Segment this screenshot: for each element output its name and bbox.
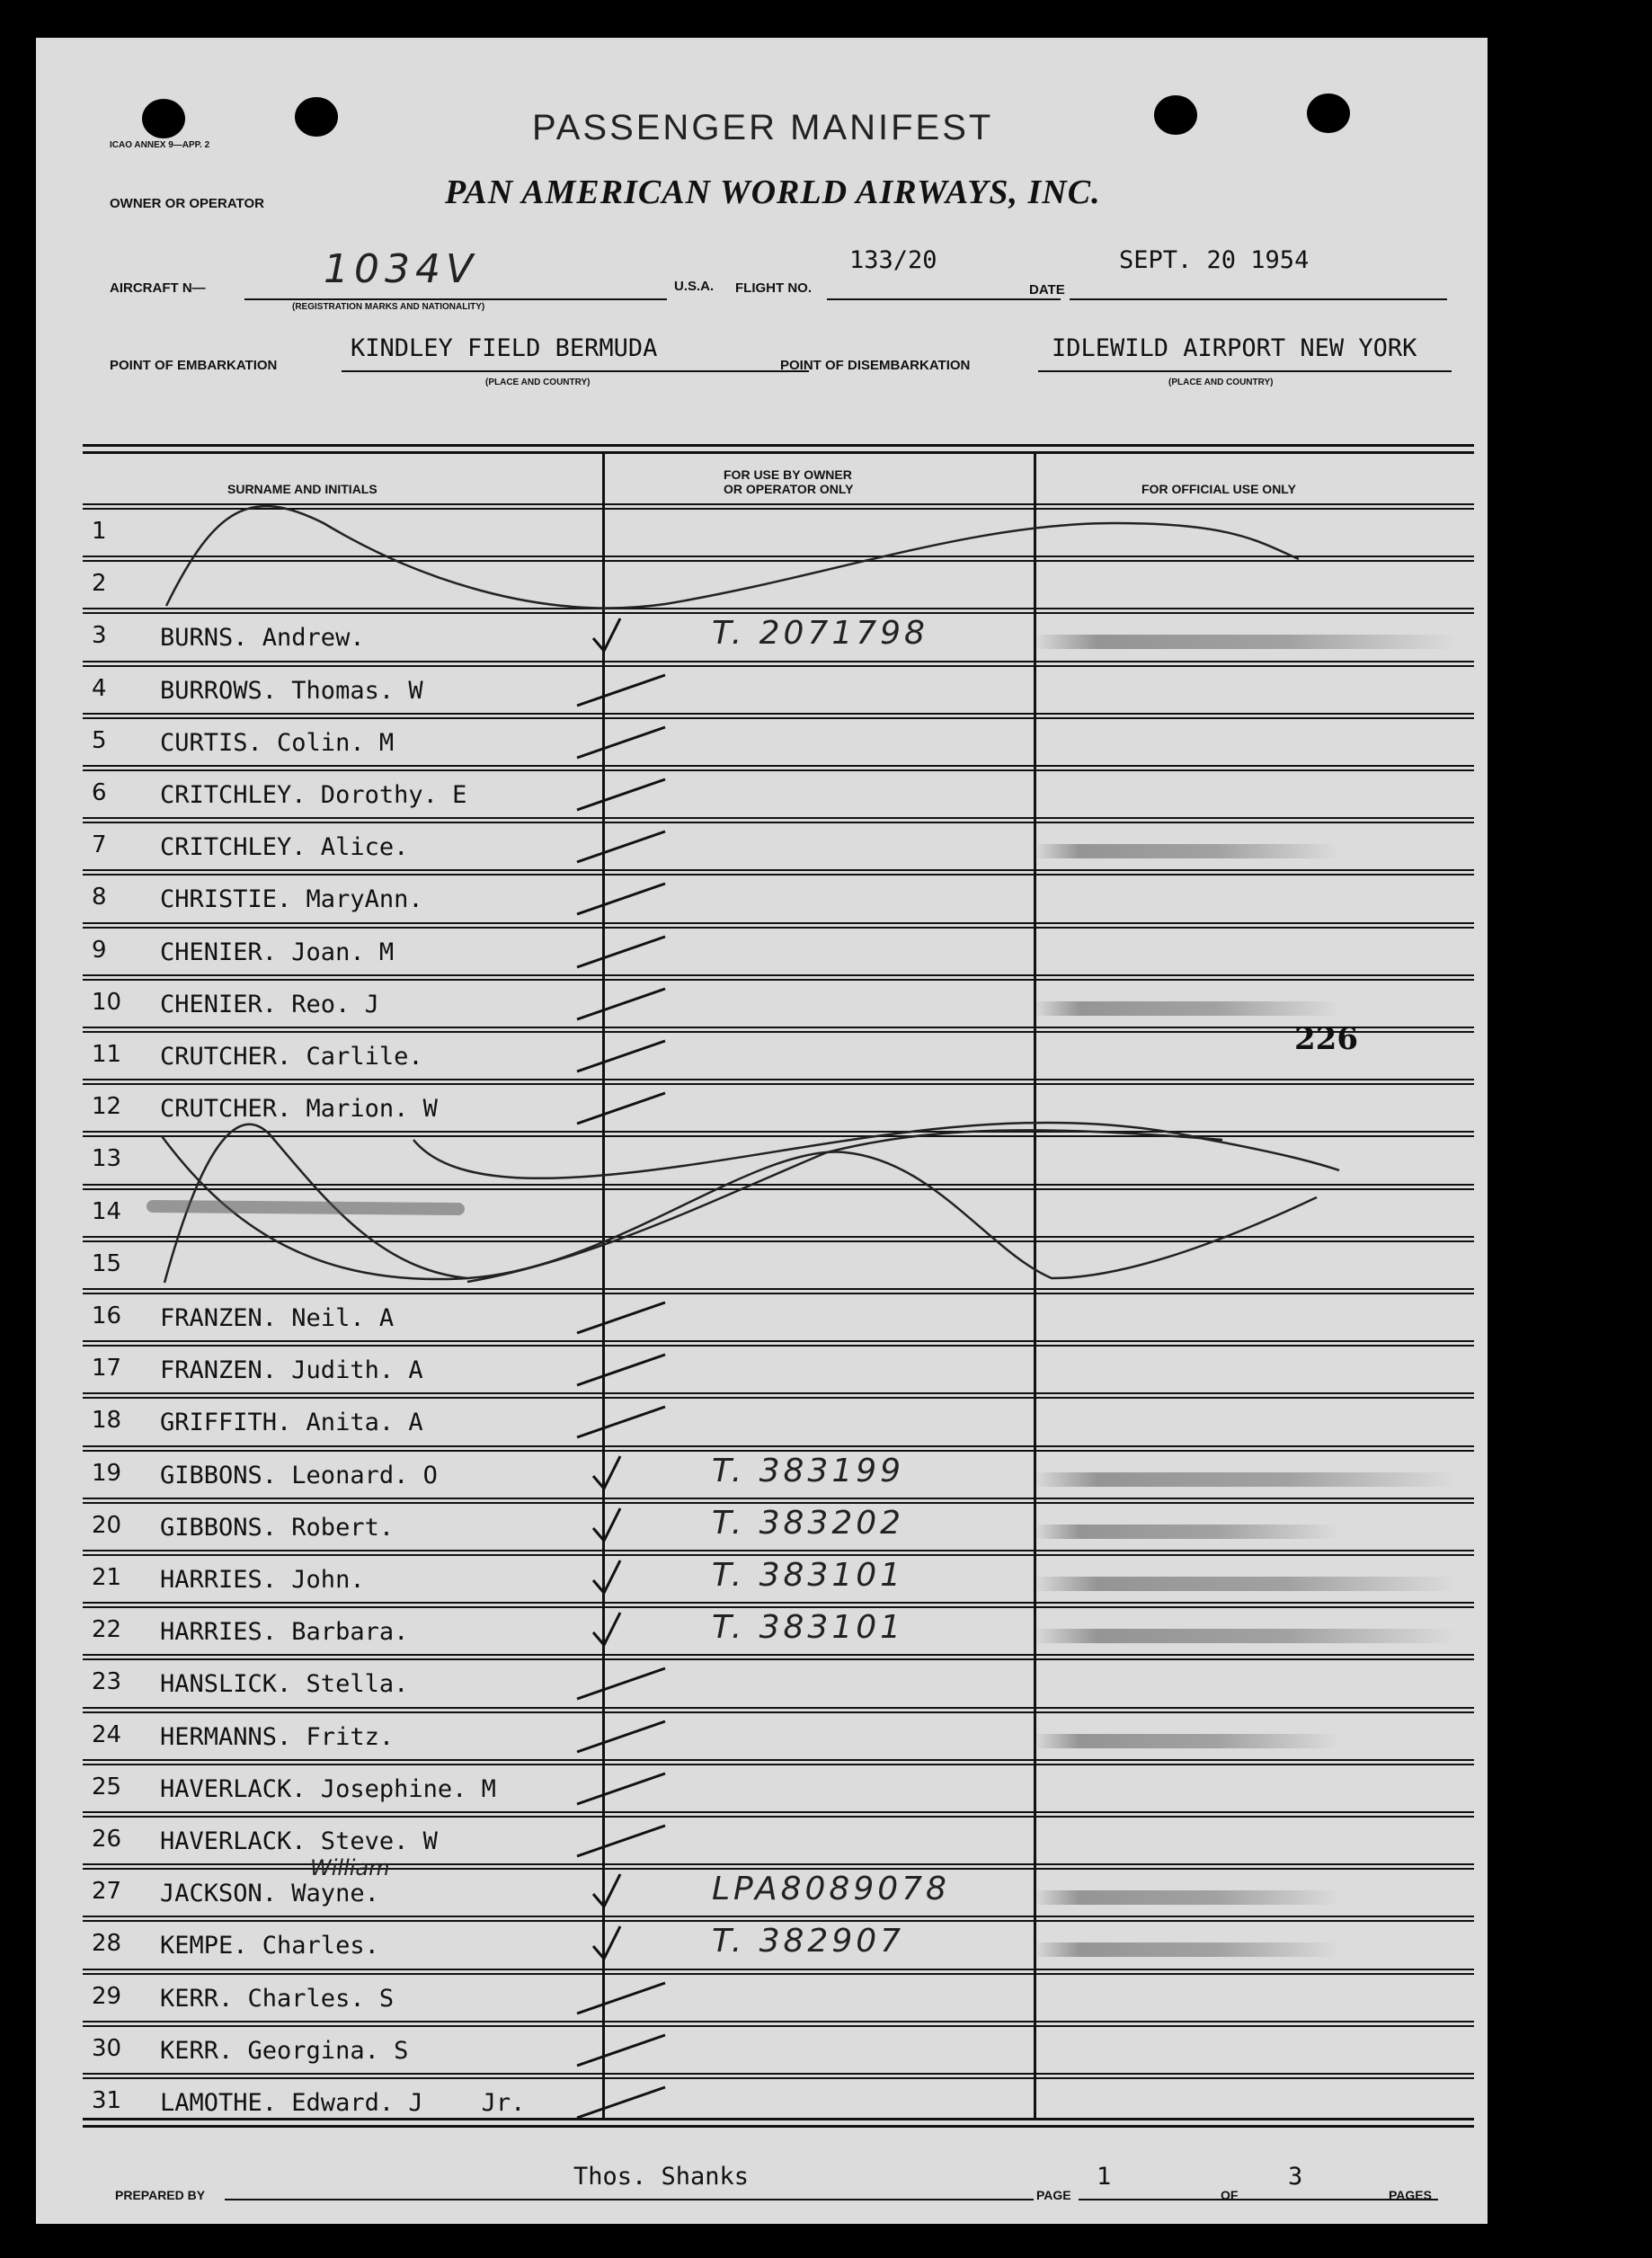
passenger-name: CRITCHLEY. Alice. bbox=[160, 833, 409, 862]
row-separator bbox=[83, 1445, 1474, 1447]
row-separator bbox=[83, 1969, 1474, 1970]
slash-mark bbox=[566, 873, 674, 927]
row-separator bbox=[83, 1293, 1474, 1294]
row-separator bbox=[83, 556, 1474, 557]
row-separator bbox=[83, 1707, 1474, 1709]
passenger-name: BURROWS. Thomas. W bbox=[160, 676, 423, 705]
row-separator bbox=[83, 717, 1474, 719]
row-number: 28 bbox=[92, 1930, 122, 1958]
owner-label: OWNER OR OPERATOR bbox=[110, 196, 264, 211]
row-number: 31 bbox=[92, 2087, 122, 2114]
table-bottom-rule bbox=[83, 2125, 1474, 2128]
passenger-name: CRITCHLEY. Dorothy. E bbox=[160, 781, 467, 809]
row-separator bbox=[83, 1816, 1474, 1818]
row-separator bbox=[83, 2073, 1474, 2075]
row-separator bbox=[83, 1031, 1474, 1033]
row-separator bbox=[83, 1340, 1474, 1342]
row-number: 29 bbox=[92, 1982, 122, 2010]
slash-mark bbox=[566, 1082, 674, 1136]
check-mark bbox=[566, 1605, 674, 1659]
ticket-number: T. 383101 bbox=[712, 1609, 905, 1647]
check-mark bbox=[566, 1553, 674, 1607]
row-separator bbox=[83, 608, 1474, 609]
punch-hole bbox=[1154, 95, 1197, 135]
prepared-underline bbox=[225, 2199, 1034, 2200]
ticket-number: LPA8089078 bbox=[712, 1871, 950, 1908]
row-separator bbox=[83, 1345, 1474, 1347]
embark-underline bbox=[342, 370, 809, 372]
embark-label: POINT OF EMBARKATION bbox=[110, 358, 278, 373]
punch-hole bbox=[295, 97, 338, 137]
passenger-name: CHENIER. Joan. M bbox=[160, 938, 395, 966]
row-separator bbox=[83, 1920, 1474, 1922]
slash-mark bbox=[566, 1030, 674, 1084]
row-separator bbox=[83, 1550, 1474, 1551]
row-separator bbox=[83, 665, 1474, 667]
row-separator bbox=[83, 1711, 1474, 1713]
check-mark bbox=[566, 1919, 674, 1973]
row-number: 26 bbox=[92, 1826, 122, 1853]
slash-mark bbox=[566, 1344, 674, 1398]
row-number: 11 bbox=[92, 1041, 122, 1068]
row-separator bbox=[83, 874, 1474, 876]
slash-mark bbox=[566, 926, 674, 980]
official-number: 226 bbox=[1294, 1021, 1358, 1057]
page-label: PAGE bbox=[1036, 2188, 1071, 2202]
pages-label: PAGES bbox=[1389, 2188, 1432, 2202]
row-separator bbox=[83, 1658, 1474, 1660]
row-number: 17 bbox=[92, 1355, 122, 1382]
row-separator bbox=[83, 1811, 1474, 1813]
row-number: 27 bbox=[92, 1878, 122, 1906]
row-number: 13 bbox=[92, 1145, 122, 1173]
slash-mark bbox=[566, 2076, 674, 2130]
row-number: 24 bbox=[92, 1720, 122, 1748]
row-separator bbox=[83, 1606, 1474, 1608]
row-number: 6 bbox=[92, 779, 107, 806]
row-number: 4 bbox=[92, 674, 107, 702]
aircraft-label: AIRCRAFT N— bbox=[110, 280, 206, 296]
manifest-page bbox=[36, 38, 1488, 2224]
row-separator bbox=[83, 1759, 1474, 1761]
row-number: 19 bbox=[92, 1459, 122, 1487]
ticket-number: T. 2071798 bbox=[712, 615, 928, 653]
redaction-smudge bbox=[1034, 1001, 1339, 1016]
row-separator bbox=[83, 661, 1474, 662]
passenger-name: HARRIES. John. bbox=[160, 1566, 365, 1594]
slash-mark bbox=[566, 1658, 674, 1711]
row-separator bbox=[83, 1240, 1474, 1242]
row-separator bbox=[83, 1288, 1474, 1290]
passenger-name: FRANZEN. Judith. A bbox=[160, 1356, 423, 1385]
row-separator bbox=[83, 560, 1474, 562]
row-separator bbox=[83, 1236, 1474, 1238]
flight-label: FLIGHT NO. bbox=[735, 280, 812, 296]
passenger-name: CHRISTIE. MaryAnn. bbox=[160, 885, 423, 914]
passenger-name: KERR. Charles. S bbox=[160, 1984, 395, 2013]
page-underline bbox=[1079, 2199, 1438, 2200]
ticket-number: T. 383101 bbox=[712, 1557, 905, 1594]
punch-hole bbox=[1307, 93, 1350, 133]
slash-mark bbox=[566, 821, 674, 875]
row-separator bbox=[83, 765, 1474, 767]
passenger-name: HAVERLACK. Steve. W bbox=[160, 1827, 438, 1855]
ticket-number: T. 382907 bbox=[712, 1923, 905, 1960]
passenger-name: HANSLICK. Stella. bbox=[160, 1670, 409, 1699]
prepared-label: PREPARED BY bbox=[115, 2188, 206, 2202]
row-separator bbox=[83, 1188, 1474, 1190]
passenger-name: HAVERLACK. Josephine. M bbox=[160, 1774, 496, 1803]
redaction-smudge bbox=[1034, 1577, 1456, 1591]
row-separator bbox=[83, 1498, 1474, 1499]
column-header-owner-2: OR OPERATOR ONLY bbox=[724, 482, 854, 496]
date-label: DATE bbox=[1029, 282, 1065, 298]
row-separator bbox=[83, 1079, 1474, 1080]
row-separator bbox=[83, 1450, 1474, 1452]
handwritten-william: William bbox=[310, 1855, 390, 1880]
row-separator bbox=[83, 922, 1474, 924]
page-number: 1 bbox=[1097, 2163, 1112, 2191]
row-number: 15 bbox=[92, 1249, 122, 1277]
table-bottom-rule bbox=[83, 2118, 1474, 2120]
passenger-name: CRUTCHER. Carlile. bbox=[160, 1043, 423, 1071]
row-separator bbox=[83, 1027, 1474, 1028]
redaction-smudge bbox=[1034, 635, 1456, 649]
row-separator bbox=[83, 2025, 1474, 2027]
table-top-rule bbox=[83, 444, 1474, 447]
passenger-name: GRIFFITH. Anita. A bbox=[160, 1409, 423, 1437]
row-number: 16 bbox=[92, 1302, 122, 1329]
passenger-name: KERR. Georgina. S bbox=[160, 2036, 409, 2065]
row-number: 20 bbox=[92, 1511, 122, 1539]
row-separator bbox=[83, 1602, 1474, 1604]
row-separator bbox=[83, 1397, 1474, 1399]
ticket-number: T. 383199 bbox=[712, 1452, 905, 1489]
column-header-owner-1: FOR USE BY OWNER bbox=[724, 467, 852, 482]
slash-mark bbox=[566, 1292, 674, 1346]
row-separator bbox=[83, 503, 1474, 505]
row-separator bbox=[83, 1184, 1474, 1186]
row-number: 5 bbox=[92, 726, 107, 754]
punch-hole bbox=[142, 99, 185, 138]
flight-underline bbox=[827, 298, 1061, 300]
row-number: 12 bbox=[92, 1093, 122, 1121]
check-mark bbox=[566, 1867, 674, 1921]
disembark-underline bbox=[1038, 370, 1452, 372]
row-separator bbox=[83, 1083, 1474, 1085]
airline-name: PAN AMERICAN WORLD AIRWAYS, INC. bbox=[445, 173, 1101, 211]
row-number: 9 bbox=[92, 936, 107, 964]
slash-mark bbox=[566, 2024, 674, 2078]
row-separator bbox=[83, 927, 1474, 929]
check-mark bbox=[566, 611, 674, 665]
row-number: 1 bbox=[92, 518, 107, 545]
of-label: OF bbox=[1221, 2188, 1239, 2202]
disembark-label: POINT OF DISEMBARKATION bbox=[780, 358, 971, 373]
row-number: 30 bbox=[92, 2034, 122, 2062]
row-number: 2 bbox=[92, 570, 107, 598]
redaction-smudge bbox=[1034, 1525, 1339, 1539]
row-separator bbox=[83, 1868, 1474, 1870]
row-separator bbox=[83, 974, 1474, 976]
row-separator bbox=[83, 769, 1474, 771]
slash-mark bbox=[566, 1711, 674, 1765]
row-number: 10 bbox=[92, 988, 122, 1016]
date-value: SEPT. 20 1954 bbox=[1119, 246, 1310, 274]
row-number: 21 bbox=[92, 1564, 122, 1591]
flight-value: 133/20 bbox=[849, 246, 937, 274]
prepared-value: Thos. Shanks bbox=[573, 2163, 750, 2191]
row-separator bbox=[83, 612, 1474, 614]
slash-mark bbox=[566, 1972, 674, 2026]
row-separator bbox=[83, 1654, 1474, 1656]
aircraft-underline bbox=[244, 298, 667, 300]
disembark-value: IDLEWILD AIRPORT NEW YORK bbox=[1052, 334, 1417, 362]
row-number: 22 bbox=[92, 1616, 122, 1644]
registration-caption: (REGISTRATION MARKS AND NATIONALITY) bbox=[292, 302, 485, 312]
row-number: 25 bbox=[92, 1773, 122, 1800]
form-reference: ICAO ANNEX 9—APP. 2 bbox=[110, 140, 210, 150]
slash-mark bbox=[566, 1763, 674, 1817]
passenger-name: GIBBONS. Leonard. O bbox=[160, 1461, 438, 1489]
date-underline bbox=[1070, 298, 1447, 300]
redaction-smudge bbox=[1034, 1890, 1339, 1905]
row-separator bbox=[83, 1916, 1474, 1917]
passenger-name: HARRIES. Barbara. bbox=[160, 1618, 409, 1647]
slash-mark bbox=[566, 769, 674, 822]
disembark-caption: (PLACE AND COUNTRY) bbox=[1168, 378, 1274, 387]
slash-mark bbox=[566, 716, 674, 770]
passenger-name: LAMOTHE. Edward. J Jr. bbox=[160, 2089, 526, 2117]
page-title: PASSENGER MANIFEST bbox=[532, 108, 994, 147]
aircraft-value: 1034V bbox=[324, 246, 479, 292]
row-separator bbox=[83, 2077, 1474, 2079]
passenger-name: BURNS. Andrew. bbox=[160, 624, 365, 653]
row-separator bbox=[83, 2021, 1474, 2022]
row-separator bbox=[83, 508, 1474, 510]
row-separator bbox=[83, 869, 1474, 871]
redaction-smudge bbox=[1034, 1942, 1339, 1957]
row-separator bbox=[83, 1135, 1474, 1137]
passenger-name: CURTIS. Colin. M bbox=[160, 728, 395, 757]
table-top-rule bbox=[83, 451, 1474, 454]
passenger-name: KEMPE. Charles. bbox=[160, 1932, 379, 1960]
passenger-name: JACKSON. Wayne. bbox=[160, 1880, 379, 1908]
row-separator bbox=[83, 1502, 1474, 1504]
row-number: 18 bbox=[92, 1407, 122, 1435]
column-header-official: FOR OFFICIAL USE ONLY bbox=[1141, 482, 1296, 496]
nationality: U.S.A. bbox=[674, 279, 715, 294]
passenger-name: CRUTCHER. Marion. W bbox=[160, 1095, 438, 1124]
row-separator bbox=[83, 1392, 1474, 1394]
row-separator bbox=[83, 1863, 1474, 1865]
passenger-name: FRANZEN. Neil. A bbox=[160, 1304, 395, 1332]
row-separator bbox=[83, 979, 1474, 981]
row-separator bbox=[83, 817, 1474, 819]
check-mark bbox=[566, 1449, 674, 1503]
row-number: 3 bbox=[92, 622, 107, 650]
passenger-name: GIBBONS. Robert. bbox=[160, 1513, 395, 1542]
redaction-smudge bbox=[1034, 1472, 1456, 1487]
redaction-smudge bbox=[1034, 1734, 1339, 1748]
row-separator bbox=[83, 1131, 1474, 1133]
slash-mark bbox=[566, 1396, 674, 1450]
page-total: 3 bbox=[1288, 2163, 1303, 2191]
redaction-smudge bbox=[1034, 844, 1339, 858]
row-separator bbox=[83, 822, 1474, 823]
slash-mark bbox=[566, 664, 674, 718]
row-number: 7 bbox=[92, 831, 107, 859]
embark-value: KINDLEY FIELD BERMUDA bbox=[351, 334, 658, 362]
embark-caption: (PLACE AND COUNTRY) bbox=[485, 378, 591, 387]
row-number: 23 bbox=[92, 1668, 122, 1696]
ticket-number: T. 383202 bbox=[712, 1504, 905, 1542]
row-separator bbox=[83, 1554, 1474, 1556]
slash-mark bbox=[566, 1815, 674, 1869]
row-separator bbox=[83, 713, 1474, 715]
row-number: 8 bbox=[92, 884, 107, 911]
slash-mark bbox=[566, 978, 674, 1032]
passenger-name: HERMANNS. Fritz. bbox=[160, 1722, 395, 1751]
row-separator bbox=[83, 1764, 1474, 1765]
column-header-surname: SURNAME AND INITIALS bbox=[227, 482, 377, 496]
row-number: 14 bbox=[92, 1197, 122, 1225]
redaction-smudge bbox=[1034, 1629, 1456, 1643]
row-separator bbox=[83, 1973, 1474, 1975]
check-mark bbox=[566, 1501, 674, 1555]
passenger-name: CHENIER. Reo. J bbox=[160, 990, 379, 1018]
